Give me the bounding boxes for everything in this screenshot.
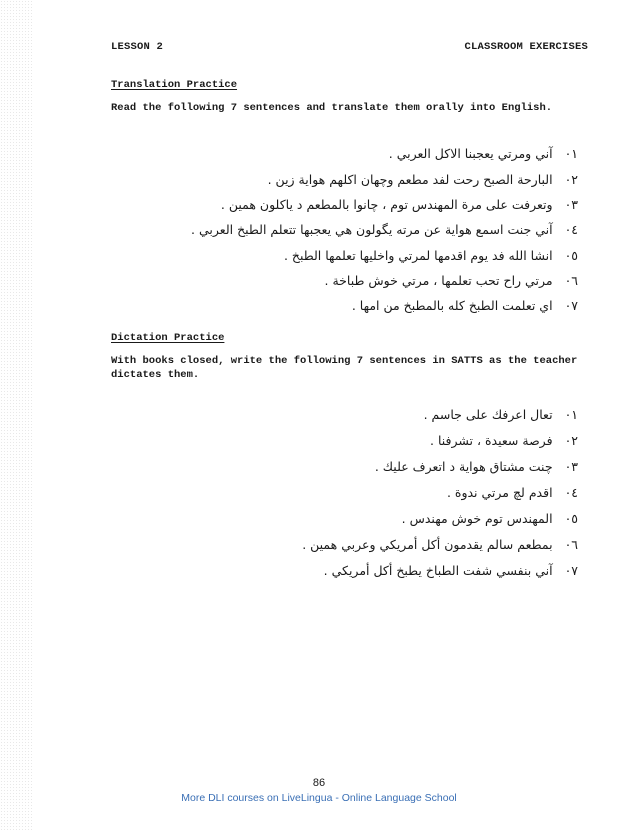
dictation-sentence xyxy=(424,407,578,422)
sentence-text: فرصة سعيدة ، تشرفنا . xyxy=(430,433,553,448)
page-number: 86 xyxy=(312,777,326,789)
sentence-text: تعال اعرفك على جاسم . xyxy=(423,407,553,422)
translation-sentence xyxy=(268,172,578,187)
sentence-text: انشا الله فد يوم اقدمها لمرتي واخليها تعلمها الطبخ . xyxy=(283,248,553,263)
sentence-number: ٠٣ xyxy=(564,459,578,474)
lesson-label: LESSON 2 xyxy=(111,41,164,53)
sentence-number: ٠١ xyxy=(564,407,578,422)
translation-title: Translation Practice xyxy=(111,79,238,91)
dictation-title: Dictation Practice xyxy=(111,332,225,344)
translation-sentence xyxy=(325,273,578,288)
translation-instruction: Read the following 7 sentences and translate them orally into English. xyxy=(111,102,553,114)
sentence-number: ٠٤ xyxy=(564,222,578,237)
sentence-text: آني بنفسي شفت الطباخ يطبخ أكل أمريكي . xyxy=(323,563,553,578)
sentence-text: وتعرفت على مرة المهندس توم ، چانوا بالمطعم د ياكلون همين . xyxy=(220,197,553,212)
translation-sentence xyxy=(284,248,578,263)
sentence-text: آني ومرتي يعجبنا الاكل العربي . xyxy=(388,146,553,161)
sentence-text: اقدم لچ مرتي ندوة . xyxy=(446,485,553,500)
sentence-text: چنت مشتاق هواية د اتعرف عليك . xyxy=(374,459,553,474)
sentence-text: بمطعم سالم يقدمون أكل أمريكي وعربي همين . xyxy=(302,537,553,552)
translation-sentence xyxy=(221,197,578,212)
sentence-number: ٠٦ xyxy=(564,537,578,552)
sentence-number: ٠١ xyxy=(564,146,578,161)
dictation-instruction: With books closed, write the following 7 sentences in SATTS as the teacher dictates them. xyxy=(111,355,578,381)
sentence-number: ٠٥ xyxy=(564,511,578,526)
sentence-number: ٠٦ xyxy=(564,273,578,288)
dictation-sentence xyxy=(402,511,578,526)
sentence-number: ٠٢ xyxy=(564,433,578,448)
sentence-number: ٠٣ xyxy=(564,197,578,212)
sentence-number: ٠٢ xyxy=(564,172,578,187)
sentence-number: ٠٧ xyxy=(564,298,578,313)
sentence-number: ٠٧ xyxy=(564,563,578,578)
sentence-text: اي تعلمت الطبخ كله بالمطبخ من امها . xyxy=(351,298,553,313)
translation-sentence xyxy=(352,298,578,313)
translation-sentence xyxy=(191,222,578,237)
dictation-sentence xyxy=(302,537,578,552)
sentence-text: آني جنت اسمع هواية عن مرته يگولون هي يعجبها تتعلم الطبخ العربي . xyxy=(191,222,553,237)
translation-sentence xyxy=(389,146,578,161)
dictation-sentence xyxy=(324,563,578,578)
dictation-sentence xyxy=(430,433,578,448)
section-label: CLASSROOM EXERCISES xyxy=(464,41,588,53)
sentence-text: البارحة الصبح رحت لفد مطعم وچهان اكلهم هواية زين . xyxy=(267,172,553,187)
sentence-text: مرتي راح تحب تعلمها ، مرتي خوش طباخة . xyxy=(324,273,553,288)
dictation-sentence xyxy=(375,459,578,474)
dictation-sentence xyxy=(447,485,578,500)
livelingua-link[interactable]: More DLI courses on LiveLingua - Online Language School xyxy=(181,792,457,804)
sentence-number: ٠٥ xyxy=(564,248,578,263)
scan-edge-texture xyxy=(0,0,34,832)
sentence-number: ٠٤ xyxy=(564,485,578,500)
sentence-text: المهندس توم خوش مهندس . xyxy=(401,511,553,526)
